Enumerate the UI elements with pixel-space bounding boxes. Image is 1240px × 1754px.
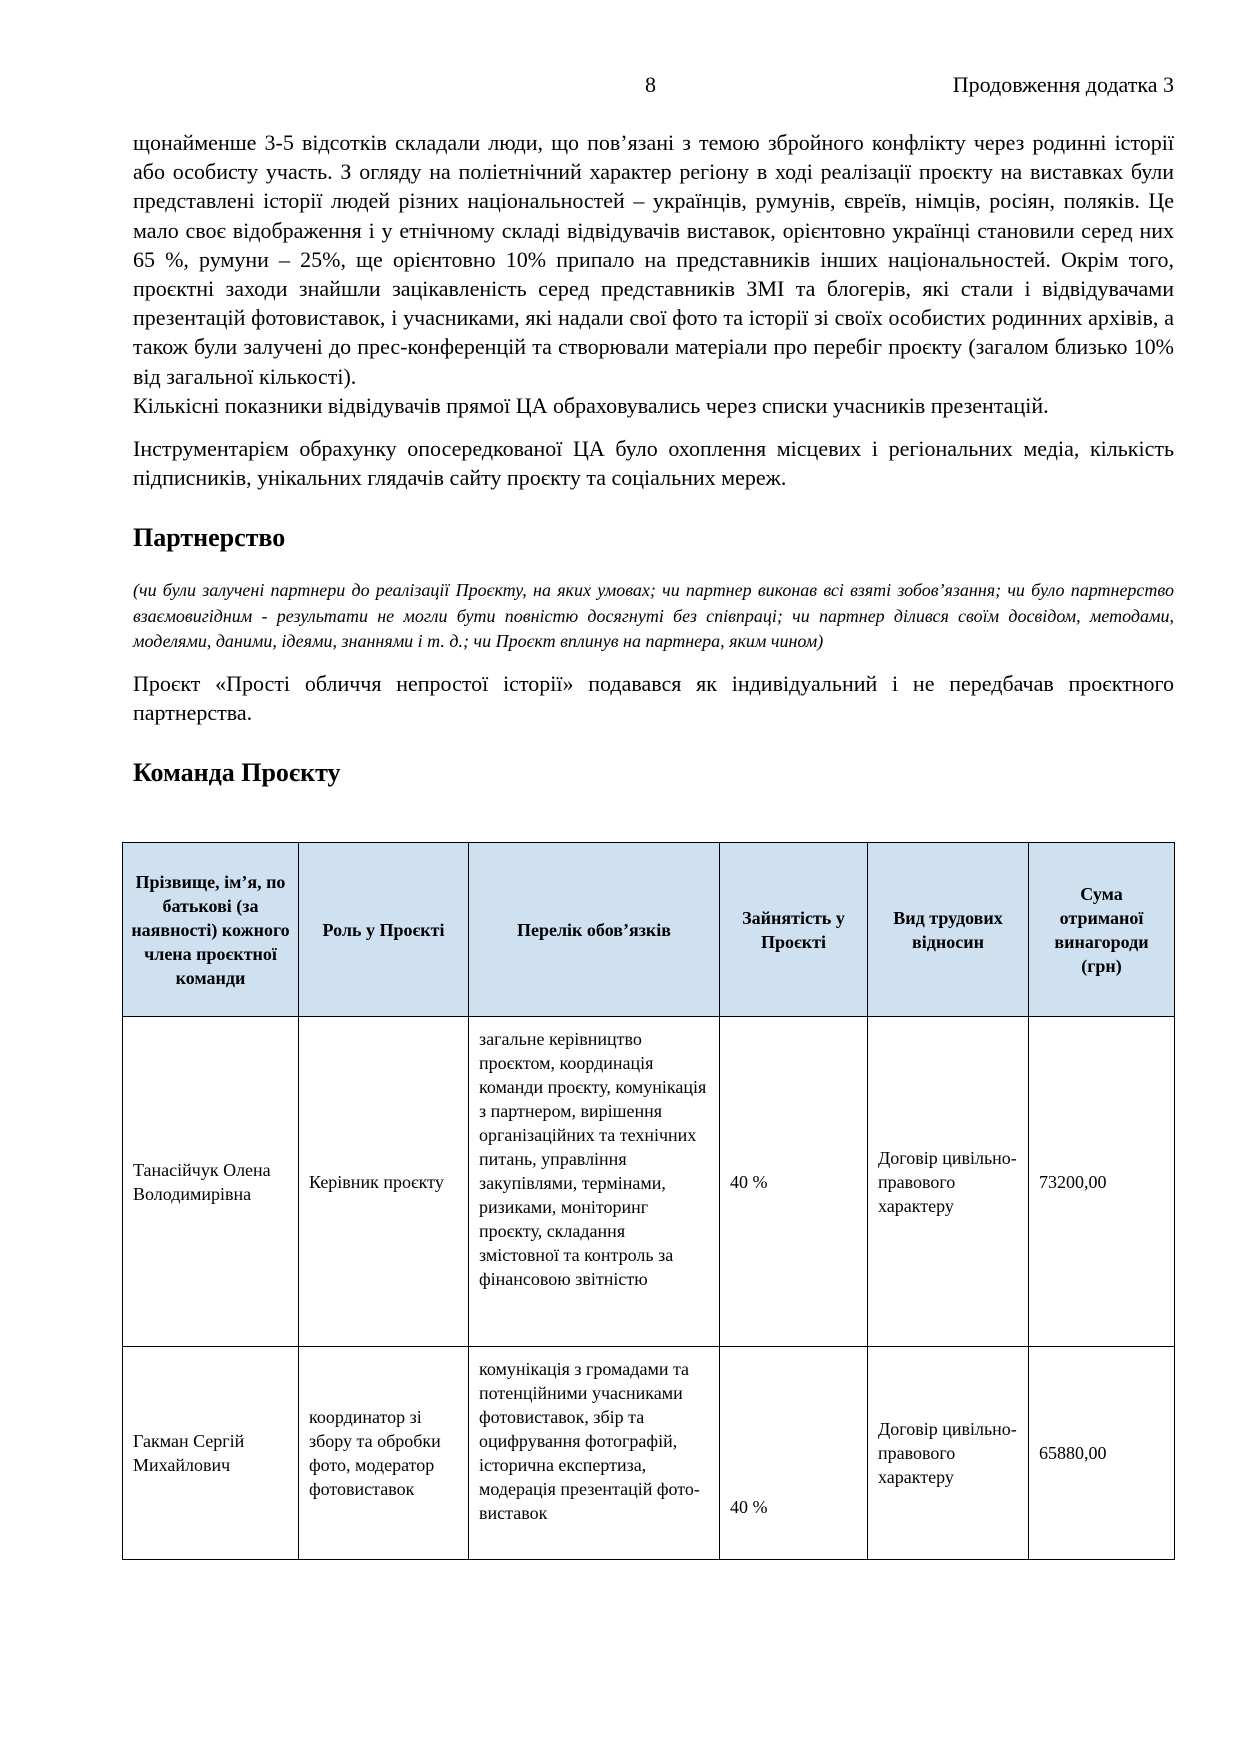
- team-heading: Команда Проєкту: [133, 758, 341, 788]
- header-duties: Перелік обов’язків: [469, 843, 720, 1017]
- header-relation: Вид трудових відносин: [868, 843, 1029, 1017]
- header-name: Прізвище, ім’я, по батькові (за наявності) кожного члена проєктної команди: [123, 843, 299, 1017]
- cell-name: Танасійчук Олена Володимирівна: [123, 1017, 299, 1347]
- partnership-note: (чи були залучені партнери до реалізації Проєкту, на яких умовах; чи партнер виконав всі взяті зобов’язання; чи було партнерство взаємовигідним - результати не могли бути повністю досягнуті без співпраці; чи партнер ділився своїм досвідом, методами, моделями, даними, ідеями, знаннями і т. д.; чи Проєкт вплинув на партнера, яким чином): [133, 580, 1174, 652]
- header-employment: Зайнятість у Проєкті: [720, 843, 868, 1017]
- cell-duties: загальне керівництво проєктом, координація команди проєкту, комунікація з партнером, вирішення організаційних та технічних питань, управління закупівлями, термінами, ризиками, моніторинг проєкту, складання змістовної та контроль за фінансовою звітністю: [469, 1017, 720, 1347]
- cell-employment: 40 %: [720, 1017, 868, 1347]
- cell-relation: Договір цивільно-правового характеру: [868, 1347, 1029, 1560]
- document-body: [133, 128, 1174, 789]
- cell-name: Гакман Сергій Михайлович: [123, 1347, 299, 1560]
- cell-relation: Договір цивільно-правового характеру: [868, 1017, 1029, 1347]
- cell-amount: 73200,00: [1029, 1017, 1175, 1347]
- page-number: 8: [645, 72, 656, 97]
- cell-role: координатор зі збору та обробки фото, модератор фотовиставок: [299, 1347, 469, 1560]
- partnership-heading: Партнерство: [133, 523, 286, 553]
- paragraph-audience: щонайменше 3-5 відсотків складали люди, що пов’язані з темою збройного конфлікту через родинні історії або особисту участь. З огляду на поліетнічний характер регіону в ході реалізації проєкту на виставках були представлені історії людей різних національностей – українців, румунів, євреїв, німців, росіян, поляків. Це мало своє відображення і у етнічному складі відвідувачів виставок, орієнтовно українці становили серед них 65 %, румуни – 25%, ще орієнтовно 10% припало на представників інших національностей. Окрім того, проєктні заходи знайшли зацікавленість серед представників ЗМІ та блогерів, які стали і відвідувачами презентацій фотовиставок, і учасниками, які надали свої фото та історії зі своїх особистих родинних архівів, а також були залучені до прес-конференцій та створювали матеріали про перебіг проєкту (загалом близько 10% від загальної кількості).: [133, 130, 1174, 389]
- paragraph-indirect-audience: Інструментарієм обрахунку опосередкованої ЦА було охоплення місцевих і регіональних медіа, кількість підписників, унікальних глядачів сайту проєкту та соціальних мереж.: [133, 436, 1174, 491]
- cell-duties: комунікація з громадами та потенційними учасниками фотовиставок, збір та оцифрування фотографій, історична експертиза, модерація презентацій фото-виставок: [469, 1347, 720, 1560]
- annex-label: Продовження додатка 3: [952, 72, 1174, 97]
- cell-employment: 40 %: [720, 1347, 868, 1560]
- team-table: [122, 842, 1175, 1560]
- partnership-text: Проєкт «Прості обличчя непростої історії» подавався як індивідуальний і не передбачав проєктного партнерства.: [133, 670, 1174, 726]
- cell-amount: 65880,00: [1029, 1347, 1175, 1560]
- header-amount: Сума отриманої винагороди (грн): [1029, 843, 1175, 1017]
- table-row: [123, 1017, 1175, 1347]
- table-row: [123, 1347, 1175, 1560]
- cell-role: Керівник проєкту: [299, 1017, 469, 1347]
- table-header-row: [123, 843, 1175, 1017]
- paragraph-direct-audience: Кількісні показники відвідувачів прямої ЦА обраховувались через списки учасників презентацій.: [133, 392, 1049, 418]
- header-role: Роль у Проєкті: [299, 843, 469, 1017]
